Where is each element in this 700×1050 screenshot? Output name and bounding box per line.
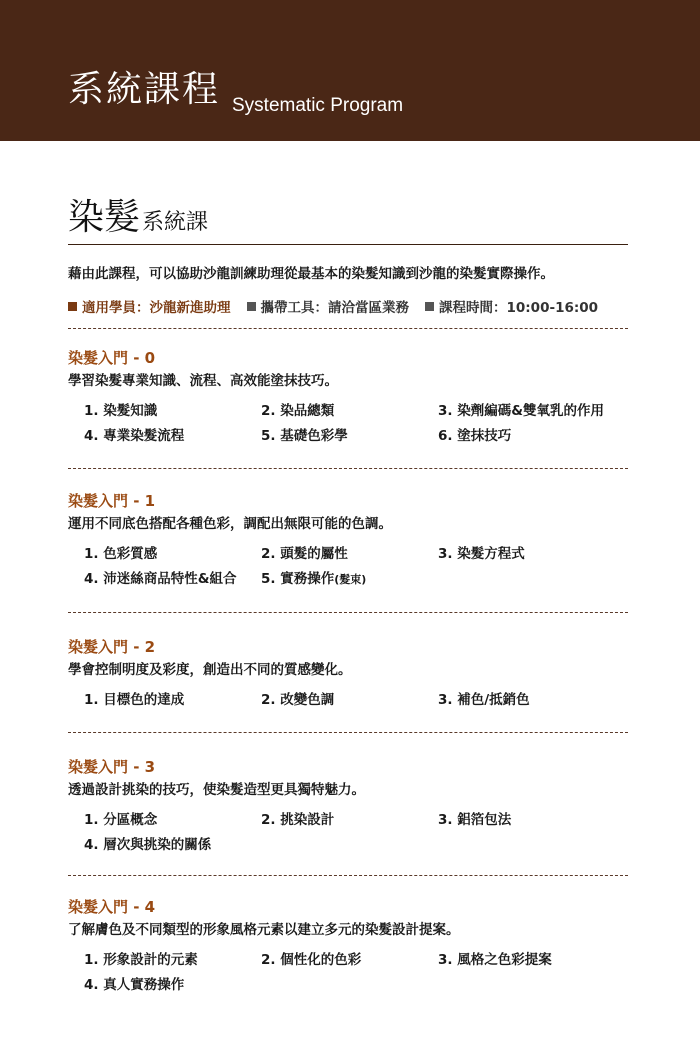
section-title: 染髮入門 - 2: [68, 638, 156, 656]
list-item: 5. 基礎色彩學: [261, 427, 348, 444]
list-item: 3. 染劑編碼&雙氧乳的作用: [438, 402, 604, 419]
list-item-label: 5. 實務操作: [261, 570, 335, 587]
list-item: 4. 真人實務操作: [84, 976, 185, 993]
section-divider: [68, 328, 628, 329]
section-desc: 透過設計挑染的技巧，使染髮造型更具獨特魅力。: [68, 782, 365, 798]
meta-tools-label: 攜帶工具：請洽當區業務: [260, 300, 409, 316]
course-meta: [68, 296, 614, 316]
list-item: 1. 色彩質感: [84, 545, 158, 562]
list-item: 3. 補色/抵銷色: [438, 691, 530, 708]
meta-tools: [247, 296, 410, 316]
section-divider: [68, 732, 628, 733]
square-bullet-icon: [425, 302, 434, 311]
section-4: [68, 900, 628, 993]
header-banner: [0, 0, 700, 141]
section-items: [84, 692, 628, 708]
section-divider: [68, 875, 628, 876]
list-item: 1. 染髮知識: [84, 402, 158, 419]
section-items: [84, 403, 628, 444]
list-item: [261, 571, 438, 588]
section-divider: [68, 612, 628, 613]
section-items: [84, 546, 628, 588]
list-item-note: (髮束): [334, 572, 367, 586]
list-item: 2. 改變色調: [261, 691, 335, 708]
list-item: 1. 形象設計的元素: [84, 951, 198, 968]
section-divider: [68, 468, 628, 469]
list-item: 3. 染髮方程式: [438, 545, 525, 562]
list-item: 4. 層次與挑染的關係: [84, 836, 212, 853]
section-3: [68, 760, 628, 853]
meta-time-label: 課程時間：10:00-16:00: [439, 300, 599, 316]
section-desc: 學習染髮專業知識、流程、高效能塗抹技巧。: [68, 373, 338, 389]
meta-students-label: 適用學員：沙龍新進助理: [82, 300, 231, 316]
page-title: 系統課程: [68, 69, 221, 110]
section-items: [84, 952, 628, 993]
course-title-main: 染髮: [68, 197, 141, 238]
section-title: 染髮入門 - 3: [68, 758, 156, 776]
course-title-sub: 系統課: [142, 210, 209, 235]
list-item: 4. 專業染髮流程: [84, 427, 185, 444]
meta-time: [425, 296, 598, 316]
section-desc: 了解膚色及不同類型的形象風格元素以建立多元的染髮設計提案。: [68, 922, 460, 938]
list-item: 2. 挑染設計: [261, 811, 335, 828]
course-title: [68, 197, 209, 238]
meta-students: [68, 296, 231, 316]
list-item: 1. 分區概念: [84, 811, 158, 828]
list-item: 6. 塗抹技巧: [438, 427, 512, 444]
square-bullet-icon: [247, 302, 256, 311]
list-item: 2. 染品總類: [261, 402, 335, 419]
section-1: [68, 494, 628, 588]
section-desc: 學會控制明度及彩度，創造出不同的質感變化。: [68, 662, 352, 678]
section-2: [68, 640, 628, 708]
section-desc: 運用不同底色搭配各種色彩，調配出無限可能的色調。: [68, 516, 392, 532]
section-0: [68, 351, 628, 444]
list-item: 1. 目標色的達成: [84, 691, 185, 708]
section-title: 染髮入門 - 0: [68, 349, 156, 367]
square-bullet-icon: [68, 302, 77, 311]
course-intro: 藉由此課程，可以協助沙龍訓練助理從最基本的染髮知識到沙龍的染髮實際操作。: [68, 266, 554, 282]
section-title: 染髮入門 - 4: [68, 898, 156, 916]
section-items: [84, 812, 628, 853]
page-subtitle: Systematic Program: [232, 95, 404, 116]
list-item: 2. 頭髮的屬性: [261, 545, 348, 562]
list-item: 3. 鋁箔包法: [438, 811, 512, 828]
title-divider: [68, 244, 628, 245]
list-item: 4. 沛迷絲商品特性&組合: [84, 570, 237, 587]
list-item: 3. 風格之色彩提案: [438, 951, 552, 968]
list-item: 2. 個性化的色彩: [261, 951, 362, 968]
section-title: 染髮入門 - 1: [68, 492, 156, 510]
